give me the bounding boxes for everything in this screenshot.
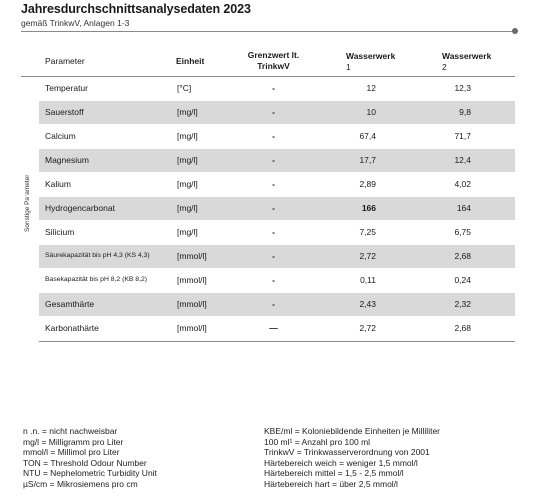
row-parameter: Temperatur	[45, 83, 88, 93]
row-ww2-value: 12,3	[454, 83, 471, 93]
divider-dot	[512, 28, 518, 34]
row-limit: -	[272, 251, 275, 261]
row-unit: [mg/l]	[177, 179, 198, 189]
legend-item: mg/l = Milligramm pro Liter	[23, 436, 124, 447]
row-parameter: Basekapazität bis pH 8,2 (KB 8,2)	[45, 276, 148, 283]
table-row	[21, 149, 515, 173]
row-unit: [°C]	[177, 83, 192, 93]
row-unit: [mg/l]	[177, 155, 198, 165]
row-parameter: Hydrogencarbonat	[45, 203, 115, 213]
row-unit: [mg/l]	[177, 227, 198, 237]
page-subtitle: gemäß TrinkwV, Anlagen 1-3	[21, 18, 130, 28]
row-limit: -	[272, 203, 275, 213]
row-limit: -	[272, 227, 275, 237]
row-ww1-value: 2,43	[359, 299, 376, 309]
row-unit: [mmol/l]	[177, 299, 207, 309]
row-limit: —	[269, 323, 278, 333]
row-ww1-value: 67,4	[359, 131, 376, 141]
row-ww2-value: 164	[456, 203, 471, 213]
legend-item: µS/cm = Mikrosiemens pro cm	[23, 478, 138, 489]
row-ww2-value: 71,7	[454, 131, 471, 141]
legend-right	[264, 426, 440, 490]
row-limit: -	[272, 299, 275, 309]
header-limit	[236, 50, 311, 72]
row-ww2-value: 6,75	[454, 227, 471, 237]
row-parameter: Säurekapazität bis pH 4,3 (KS 4,3)	[45, 252, 150, 259]
row-ww1-value: 7,25	[359, 227, 376, 237]
row-ww1-value: 2,72	[359, 323, 376, 333]
legend-item: mmol/l = Millimol pro Liter	[23, 447, 120, 458]
row-parameter: Calcium	[45, 131, 76, 141]
header-ww2-line2: 2	[442, 62, 447, 72]
header-ww2-line1: Wasserwerk	[442, 51, 492, 61]
header-parameter: Parameter	[45, 56, 85, 66]
header-waterworks-2	[442, 51, 491, 73]
table-row	[21, 173, 515, 197]
table-body	[21, 77, 515, 341]
row-parameter: Sauerstoff	[45, 107, 84, 117]
legend-left	[23, 426, 157, 490]
table-bottom-divider	[39, 341, 515, 342]
row-limit: -	[272, 107, 275, 117]
row-ww1-value: 17,7	[359, 155, 376, 165]
row-limit: -	[272, 179, 275, 189]
legend-item: TON = Threshold Odour Number	[23, 457, 147, 468]
row-ww1-value: 10	[366, 107, 376, 117]
row-ww1-value: 166	[361, 203, 376, 213]
row-unit: [mg/l]	[177, 107, 198, 117]
row-limit: -	[272, 131, 275, 141]
row-unit: [mg/l]	[177, 203, 198, 213]
header-waterworks-1	[346, 51, 395, 73]
header-unit: Einheit	[176, 56, 205, 66]
legend-item: Härtebereich weich = weniger 1,5 mmol/l	[264, 457, 418, 468]
row-parameter: Gesamthärte	[45, 299, 95, 309]
header-ww1-line1: Wasserwerk	[346, 51, 396, 61]
table-row	[21, 245, 515, 269]
row-ww1-value: 12	[366, 83, 376, 93]
table-row	[21, 221, 515, 245]
table-row	[21, 125, 515, 149]
row-ww1-value: 2,89	[359, 179, 376, 189]
row-ww2-value: 9,8	[459, 107, 471, 117]
row-limit: -	[272, 83, 275, 93]
table-row	[21, 77, 515, 101]
header-limit-line2: TrinkwV	[257, 61, 290, 71]
legend-item: NTU = Nephelometric Turbidity Unit	[23, 468, 157, 479]
table-row	[21, 269, 515, 293]
table-row	[21, 197, 515, 221]
legend-item: TrinkwV = Trinkwasserverordnung von 2001	[264, 447, 430, 458]
row-parameter: Magnesium	[45, 155, 89, 165]
table-row	[21, 101, 515, 125]
row-ww2-value: 2,68	[454, 323, 471, 333]
header-limit-line1: Grenzwert lt.	[247, 50, 300, 60]
row-ww1-value: 0,11	[360, 275, 376, 285]
row-ww2-value: 4,02	[454, 179, 471, 189]
legend-item: Härtebereich mittel = 1,5 - 2,5 mmol/l	[264, 468, 404, 479]
row-limit: -	[272, 275, 275, 285]
table-row	[21, 317, 515, 341]
row-unit: [mg/l]	[177, 131, 198, 141]
row-ww2-value: 2,68	[454, 251, 471, 261]
table-row	[21, 293, 515, 317]
analysis-table	[21, 46, 515, 341]
side-label: Sonstige Parameter	[24, 174, 31, 232]
header-ww1-line2: 1	[346, 62, 351, 72]
legend-item: Härtebereich hart = über 2,5 mmol/l	[264, 478, 398, 489]
title-divider	[21, 31, 515, 32]
row-limit: -	[272, 155, 275, 165]
row-ww2-value: 12,4	[454, 155, 471, 165]
row-ww2-value: 2,32	[454, 299, 471, 309]
row-unit: [mmol/l]	[177, 275, 207, 285]
legend-item: n .n. = nicht nachweisbar	[23, 426, 118, 436]
row-unit: [mmol/l]	[177, 323, 207, 333]
row-parameter: Kalium	[45, 179, 71, 189]
row-parameter: Silicium	[45, 227, 75, 237]
row-unit: [mmol/l]	[177, 251, 207, 261]
table-header	[21, 46, 515, 76]
legend-item: KBE/ml = Koloniebildende Einheiten je Milliliter	[264, 426, 440, 436]
legend-item: 100 ml¹ = Anzahl pro 100 ml	[264, 436, 371, 447]
row-ww2-value: 0,24	[454, 275, 471, 285]
page-title: Jahresdurchschnittsanalysedaten 2023	[21, 2, 251, 16]
row-parameter: Karbonathärte	[45, 323, 99, 333]
row-ww1-value: 2,72	[359, 251, 376, 261]
